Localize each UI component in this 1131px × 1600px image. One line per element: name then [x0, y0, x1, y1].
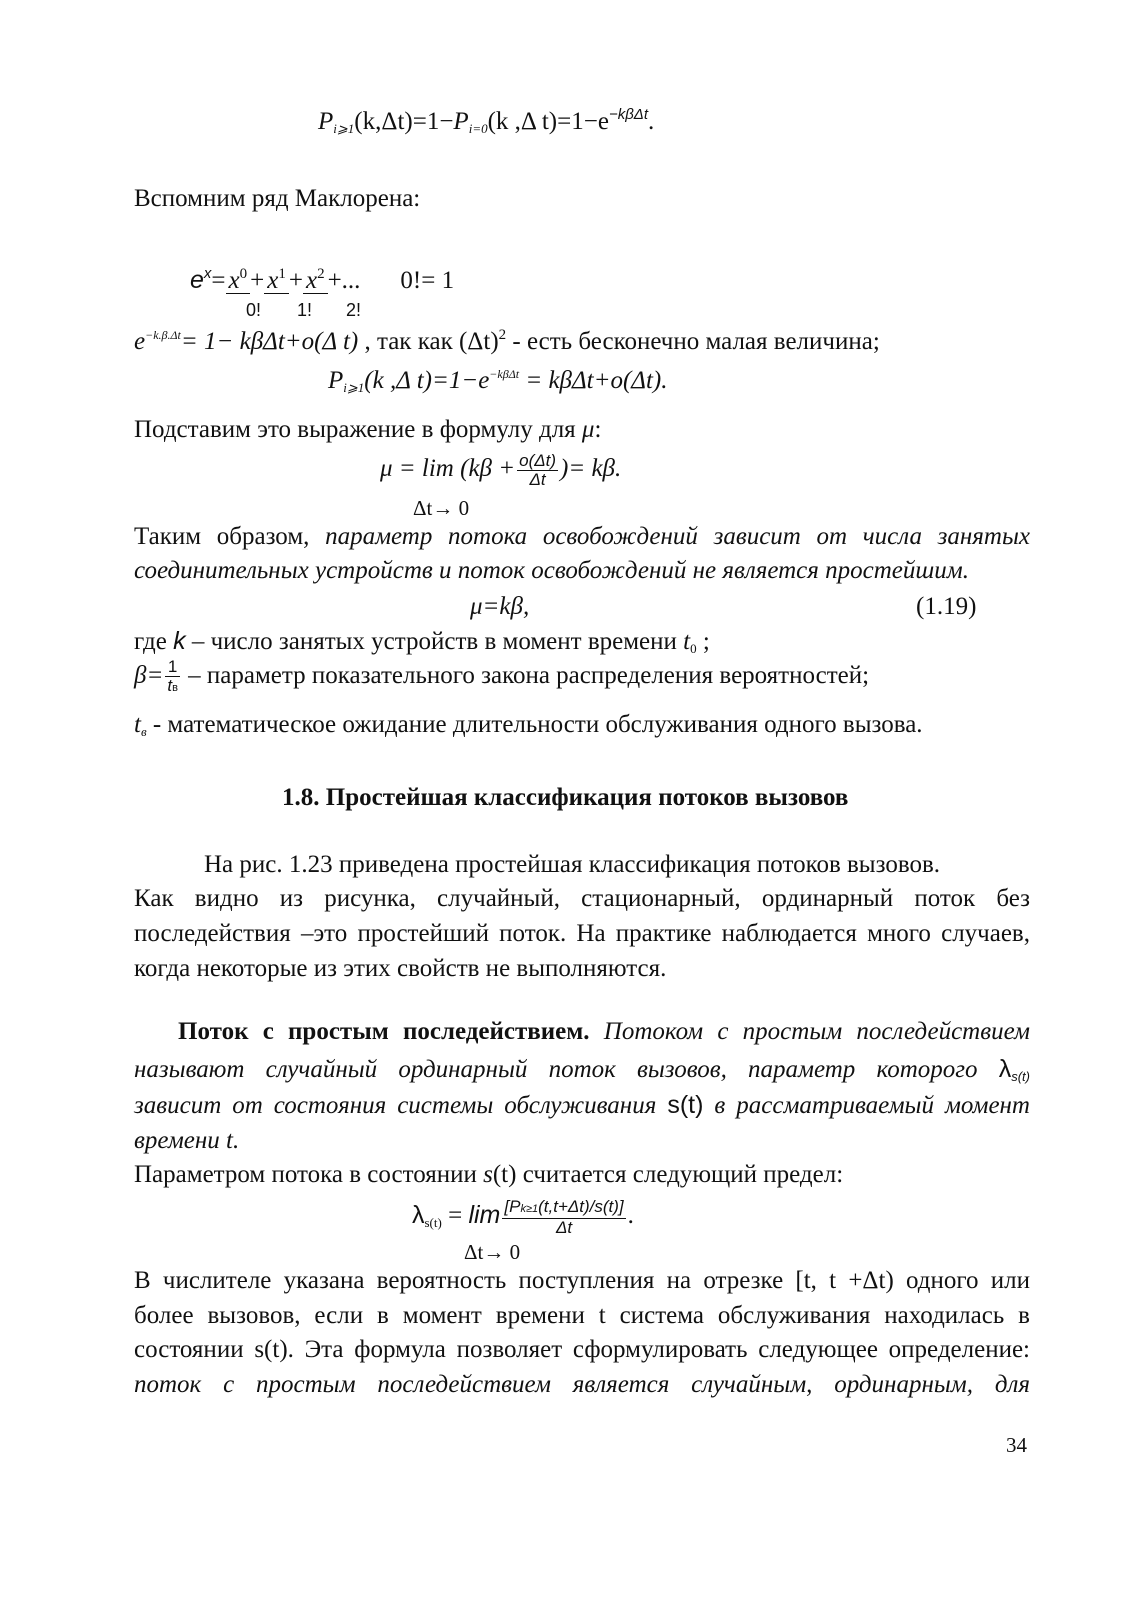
- formula-p-i-ge-1: [318, 106, 654, 137]
- para2-line2: называют случайный ординарный поток вызовов, параметр которого $\lambda_{s(t)}$: [134, 1055, 1030, 1084]
- formula2-sub: i⩾1: [343, 380, 365, 395]
- conclusion-line2: соединительных устройств и поток освобождений не является простейшим.: [134, 557, 969, 584]
- para3-line1: В числителе указана вероятность поступления на отрезке [t, t +Δt) одного или: [134, 1267, 1030, 1294]
- maclaurin-term0: $x^0$: [226, 262, 251, 294]
- page-number: 34: [1006, 1433, 1027, 1457]
- para3-line4: поток с простым последействием является случайным, ординарным, для: [134, 1371, 1030, 1398]
- limit-mu-under: Δt→ 0: [413, 496, 470, 520]
- eq-1-19-number: (1.19): [916, 593, 977, 620]
- formula2-exp: −kβΔt: [489, 367, 520, 381]
- approx-line: [134, 326, 880, 357]
- para1-line1: На рис. 1.23 приведена простейшая классификация потоков вызовов.: [204, 851, 941, 878]
- maclaurin-plus2: +: [288, 267, 303, 294]
- beta-definition: β= $\frac{1}{tв}$ – параметр показательного закона распределения вероятностей;: [134, 657, 870, 695]
- para2-line1: Поток с простым последействием. Потоком с простым последействием: [178, 1018, 1030, 1045]
- maclaurin-term1: $x^1$: [264, 262, 289, 294]
- maclaurin-den2: 2!: [346, 300, 362, 320]
- maclaurin-den1: 1!: [297, 300, 313, 320]
- formula1-mid: P: [453, 108, 469, 135]
- t-v-definition: $t_в$ - математическое ожидание длительности обслуживания одного вызова.: [134, 711, 923, 739]
- maclaurin-intro: Вспомним ряд Маклорена:: [134, 185, 421, 212]
- maclaurin-zero-fact: 0!= 1: [400, 267, 455, 294]
- formula2-b: = kβΔt+o(Δt).: [519, 367, 668, 394]
- formula2-a: (k ,Δ t)=1−e: [364, 367, 490, 394]
- mu-symbol: μ: [581, 416, 595, 443]
- limit-lambda-under: Δt→ 0: [464, 1240, 521, 1264]
- para3-line3: состоянии s(t). Эта формула позволяет сформулировать следующее определение:: [134, 1336, 1030, 1363]
- limit-mu-rhs: )= kβ.: [560, 455, 622, 483]
- para1-line4: когда некоторые из этих свойств не выполняются.: [134, 955, 667, 982]
- maclaurin-eq: =: [211, 267, 226, 294]
- maclaurin-term2: $x^2$: [303, 262, 328, 294]
- limit-mu-formula: [380, 452, 621, 489]
- approx-sq: 2: [498, 327, 507, 343]
- formula2-p: P: [328, 367, 344, 394]
- param-intro: Параметром потока в состоянии s(t) считается следующий предел:: [134, 1161, 844, 1188]
- para1-line2: Как видно из рисунка, случайный, стационарный, ординарный поток без: [134, 885, 1030, 912]
- approx-e: e: [134, 328, 146, 355]
- conclusion-line1: Таким образом, параметр потока освобождений зависит от числа занятых: [134, 523, 1030, 550]
- para1-line3: последействия –это простейший поток. На практике наблюдается много случаев,: [134, 920, 1030, 947]
- maclaurin-plus1: +: [250, 267, 265, 294]
- para2-line3: зависит от состояния системы обслуживания s(t) в рассматриваемый момент: [134, 1091, 1030, 1119]
- approx-text: , так как (Δt): [358, 328, 499, 355]
- eq-1-19-formula: μ=kβ,: [470, 593, 530, 620]
- para2-bold-title: Поток с простым последействием.: [178, 1018, 590, 1045]
- formula1-args: (k,Δt)=1−: [354, 108, 454, 135]
- maclaurin-e-exp: x: [203, 265, 212, 282]
- approx-text2: - есть бесконечно малая величина;: [506, 328, 880, 355]
- limit-mu-lhs: μ = lim (kβ +: [380, 455, 516, 483]
- limit-lambda-fraction: $\frac{[Pk\ge 1(t,t+\Delta t)/s(t)]}{\Delta t}$: [504, 1197, 624, 1237]
- approx-rhs: = 1− kβΔt+o(Δ t): [180, 328, 359, 355]
- para2-line4: времени t.: [134, 1127, 240, 1154]
- substitute-intro: Подставим это выражение в формулу для μ:: [134, 416, 602, 443]
- formula1-args2: (k ,Δ t)=1−e: [487, 108, 609, 135]
- limit-mu-fraction: $\frac{o(\Delta t)}{\Delta t}$: [519, 451, 557, 489]
- formula1-lhs: P: [318, 108, 334, 135]
- formula-p-approx: [328, 366, 668, 396]
- maclaurin-series: [190, 262, 454, 296]
- para3-line2: более вызовов, если в момент времени t система обслуживания находилась в: [134, 1302, 1030, 1329]
- approx-exp: −k.β.Δt: [145, 328, 181, 342]
- formula1-mid-sub: i=0: [468, 121, 488, 136]
- beta-fraction: $\frac{1}{tв}$: [167, 657, 178, 695]
- formula1-exp: −kβΔt: [608, 106, 648, 123]
- formula1-end: .: [648, 108, 655, 135]
- section-title: 1.8. Простейшая классификация потоков вызовов: [282, 784, 849, 811]
- maclaurin-den0: 0!: [246, 300, 262, 320]
- formula1-lhs-sub: i⩾1: [333, 121, 355, 136]
- maclaurin-dots: +...: [327, 267, 361, 294]
- limit-lambda-formula: $\lambda_{s(t)} = \lim$ $\frac{[Pk\ge 1(t,t+\Delta t)/s(t)]}{\Delta t}$ .: [412, 1197, 634, 1237]
- maclaurin-e: e: [190, 266, 204, 294]
- where-k-definition: где k – число занятых устройств в момент времени $t_0$ ;: [134, 627, 710, 656]
